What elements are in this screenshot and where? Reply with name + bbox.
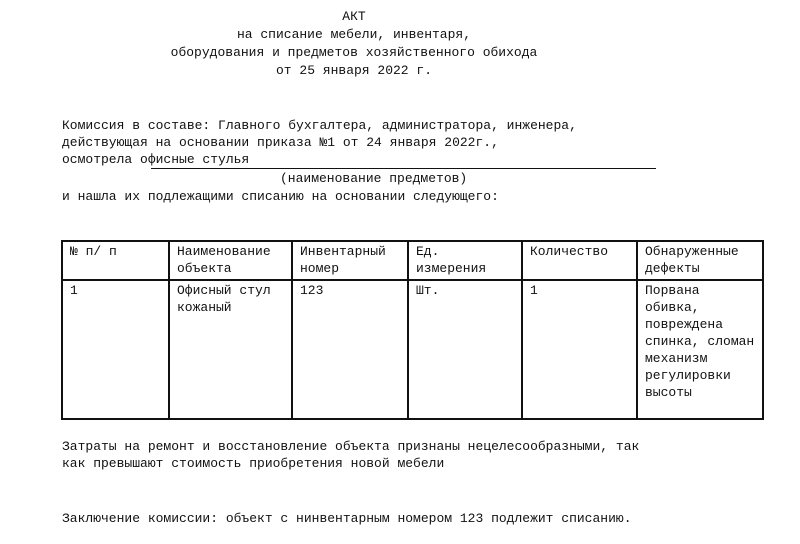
- costs-line2: как превышают стоимость приобретения новой мебели: [62, 456, 445, 471]
- document-date: от 25 января 2022 г.: [275, 63, 433, 78]
- header-name: Наименование объекта: [169, 241, 292, 280]
- cell-inventory-number: 123: [292, 280, 408, 419]
- cell-name: Офисный стул кожаный: [169, 280, 292, 419]
- items-table: [61, 240, 764, 420]
- document-subtitle-line2: оборудования и предметов хозяйственного обихода: [170, 45, 538, 60]
- header-inventory-number: Инвентарный номер: [292, 241, 408, 280]
- basis-line: действующая на основании приказа №1 от 24 января 2022г.,: [62, 135, 499, 150]
- table-header-row: [62, 241, 763, 280]
- items-caption: (наименование предметов): [280, 171, 468, 186]
- cell-unit: Шт.: [408, 280, 522, 419]
- header-defects: Обнаруженные дефекты: [637, 241, 763, 280]
- inspected-label: осмотрела: [62, 152, 141, 167]
- items-underline: [151, 152, 656, 169]
- header-quantity: Количество: [522, 241, 637, 280]
- commission-line: Комиссия в составе: Главного бухгалтера, администратора, инженера,: [62, 118, 577, 133]
- finding-line: и нашла их подлежащими списанию на основании следующего:: [62, 189, 499, 204]
- cell-quantity: 1: [522, 280, 637, 419]
- document-title: АКТ: [342, 9, 366, 24]
- table-row: [62, 280, 763, 419]
- header-number: № п/ п: [62, 241, 169, 280]
- cell-defects: Порвана обивка, повреждена спинка, сломан механизм регулировки высоты: [637, 280, 763, 419]
- cell-number: 1: [62, 280, 169, 419]
- document-subtitle-line1: на списание мебели, инвентаря,: [236, 27, 472, 42]
- inspected-items: офисные стулья: [140, 152, 250, 167]
- header-unit: Ед. измерения: [408, 241, 522, 280]
- conclusion-line: Заключение комиссии: объект с нинвентарным номером 123 подлежит списанию.: [62, 511, 632, 526]
- costs-line1: Затраты на ремонт и восстановление объекта признаны нецелесообразными, так: [62, 439, 640, 454]
